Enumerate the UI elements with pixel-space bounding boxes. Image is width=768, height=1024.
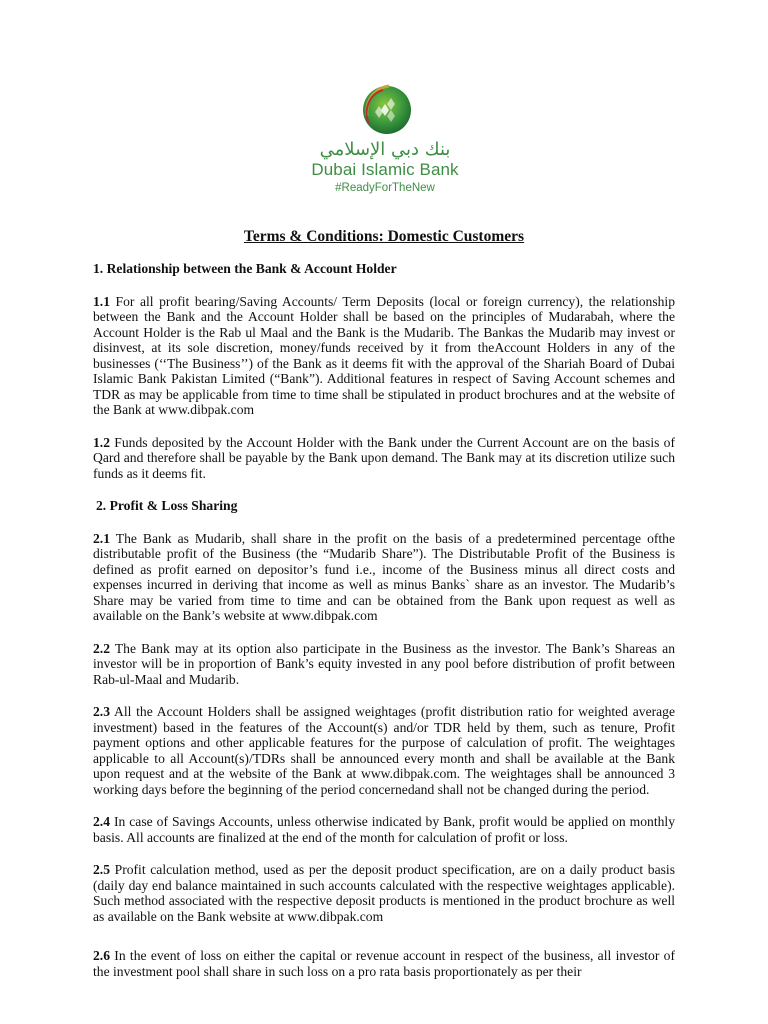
clause-number: 2.5 bbox=[93, 862, 110, 877]
clause-number: 2.3 bbox=[93, 704, 110, 719]
clause-number: 2.2 bbox=[93, 640, 110, 656]
section-heading-1: 1. Relationship between the Bank & Account Holder bbox=[93, 261, 397, 276]
clause-text: Profit calculation method, used as per the deposit product specification, are on a daily product basis (daily day end balance maintained in such accounts calculated with the respective weightages applicable). Such method associated with the respective deposit products is mentioned in the product brochure as well as available on the Bank website at www.dibpak.com bbox=[93, 862, 675, 924]
clause-number: 1.1 bbox=[93, 293, 110, 309]
logo-bank-name: Dubai Islamic Bank bbox=[311, 160, 459, 179]
clause-2-3 bbox=[93, 704, 675, 797]
clause-text: The Bank as Mudarib, shall share in the profit on the basis of a predetermined percentage ofthe distributable profit of the Business (the “Mudarib Share”). The Distributable Profit of the Business is defined as profit earned on depositor’s fund i.e., income of the Business minus all direct costs and expenses incurred in deriving that income as well as minus Banks` share as an investor. The Mudarib’s Share may be varied from time to time and can be obtained from the Bank upon request as well as available on the Bank’s website at www.dibpak.com bbox=[93, 530, 675, 623]
clause-number: 1.2 bbox=[93, 434, 110, 450]
clause-text: In case of Savings Accounts, unless otherwise indicated by Bank, profit would be applied on monthly basis. All accounts are finalized at the end of the month for calculation of profit or loss. bbox=[93, 814, 675, 845]
clause-2-4 bbox=[93, 814, 675, 845]
clause-2-5 bbox=[93, 862, 675, 924]
section-heading-2: 2. Profit & Loss Sharing bbox=[96, 498, 238, 513]
clause-1-2 bbox=[93, 435, 675, 482]
logo-emblem-icon bbox=[359, 80, 411, 138]
clause-number: 2.6 bbox=[93, 948, 110, 963]
clause-text: In the event of loss on either the capital or revenue account in respect of the business, all investor of the investment pool shall share in such loss on a pro rata basis proportionately as per their bbox=[93, 948, 675, 979]
clause-text: All the Account Holders shall be assigned weightages (profit distribution ratio for weighted average investment) based in the features of the Account(s) and/or TDR held by them, such as tenure, Profit payment options and other applicable features for the purpose of calculation of profit. The weightages applicable to all Account(s)/TDRs shall be announced every month and shall be available at the Bank upon request and at the website of the Bank at www.dibpak.com. The weightages shall be announced 3 working days before the beginning of the period concernedand shall not be changed during the period. bbox=[93, 704, 675, 797]
clause-text: Funds deposited by the Account Holder with the Bank under the Current Account are on the basis of Qard and therefore shall be payable by the Bank upon demand. The Bank may at its discretion utilize such funds as it deems fit. bbox=[93, 434, 675, 481]
logo-tagline: #ReadyForTheNew bbox=[335, 182, 435, 194]
clause-2-6 bbox=[93, 948, 675, 979]
document-body bbox=[93, 227, 675, 996]
logo-arabic-name: بنك دبي الإسلامي bbox=[319, 139, 451, 160]
clause-2-1 bbox=[93, 531, 675, 624]
clause-number: 2.1 bbox=[93, 530, 110, 546]
clause-text: The Bank may at its option also participate in the Business as the investor. The Bank’s Shareas an investor will be in proportion of Bank’s equity invested in any pool before distribution of profit between Rab-ul-Maal and Mudarib. bbox=[93, 640, 675, 687]
clause-text: For all profit bearing/Saving Accounts/ Term Deposits (local or foreign currency), the relationship between the Bank and the Account Holder shall be based on the principles of Mudarabah, where the Account Holder is the Rab ul Maal and the Bank is the Mudarib. The Bankas the Mudarib may invest or disinvest, at its sole discretion, money/funds received by it from theAccount Holders in any of the businesses (‘‘The Business’’) of the Bank as it deems fit with the approval of the Shariah Board of Dubai Islamic Bank Pakistan Limited (“Bank”). Additional features in respect of Saving Account schemes and TDR as may be applicable from time to time shall be stipulated in product brochures and at the website of the Bank at www.dibpak.com bbox=[93, 293, 675, 417]
clause-number: 2.4 bbox=[93, 814, 110, 829]
clause-1-1 bbox=[93, 294, 675, 418]
clause-2-2 bbox=[93, 641, 675, 688]
page-title: Terms & Conditions: Domestic Customers bbox=[243, 228, 525, 245]
bank-logo bbox=[300, 80, 470, 205]
